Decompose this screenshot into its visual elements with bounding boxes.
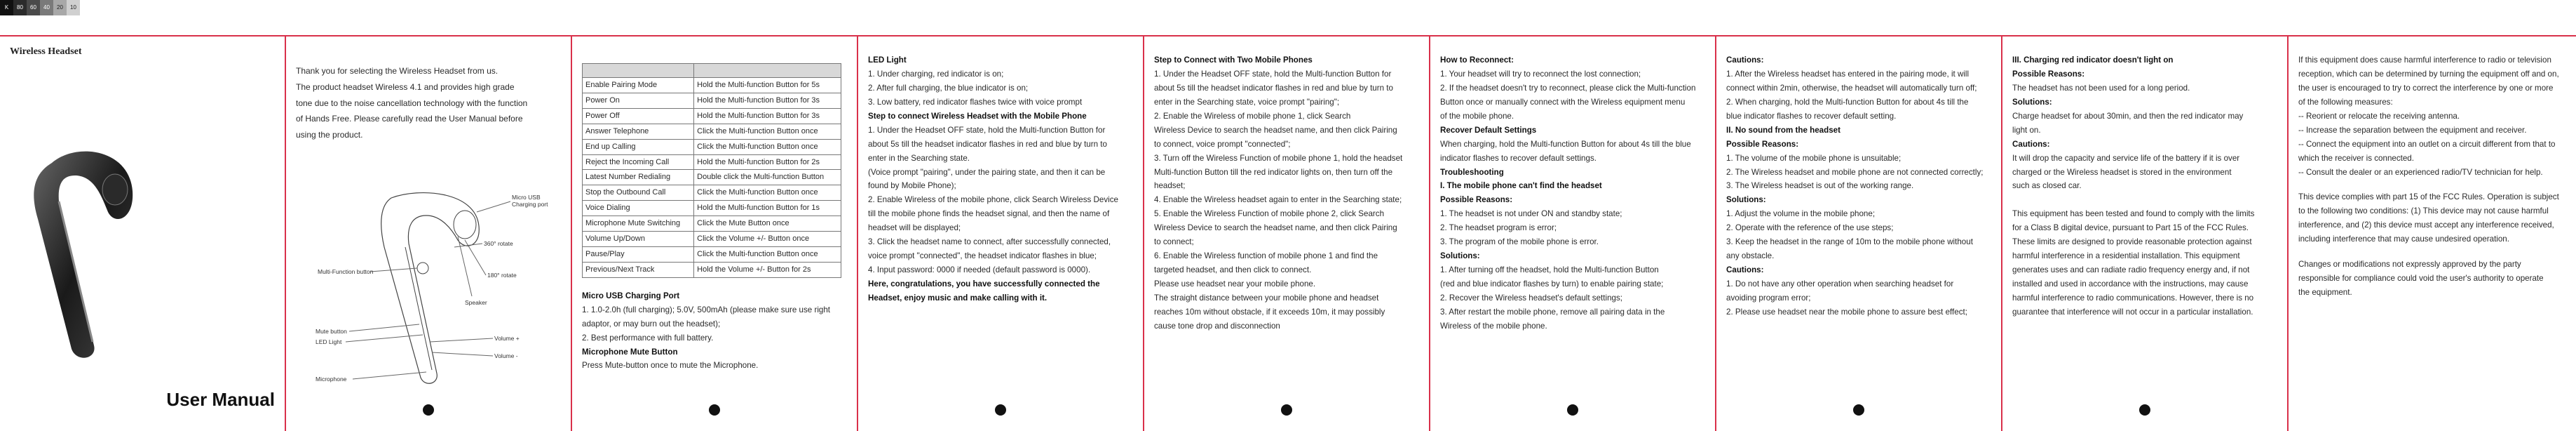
label-charging-port: Charging port [512, 201, 548, 208]
fcc-line: which the receiver is connected. [2298, 153, 2414, 163]
operation-cell: Hold the Multi-function Button for 3s [694, 108, 841, 124]
color-swatch: 10 [67, 0, 80, 15]
step-line: 1. Under the Headset OFF state, hold the Multi-function Button for [1154, 69, 1392, 79]
function-cell: Reject the Incoming Call [583, 154, 694, 170]
caution-line: charged or the Wireless headset is stored in the environment [2012, 167, 2232, 177]
two-phones-steps [1154, 67, 1419, 333]
table-row [583, 201, 841, 216]
operations-table [582, 63, 841, 278]
function-cell: Volume Up/Down [583, 232, 694, 247]
page-dot [709, 404, 720, 416]
fcc-line: Changes or modifications not expressly approved by the party [2298, 260, 2521, 270]
color-swatches [0, 0, 80, 15]
reason-line: 1. The headset is not under ON and standby state; [1440, 209, 1622, 219]
solutions-title: Solutions: [1726, 195, 1766, 205]
connect-line: about 5s till the headset indicator flashes in red and blue by turn to [868, 139, 1107, 149]
page-dot [2139, 404, 2150, 416]
reasons-title: Possible Reasons: [1440, 195, 1513, 205]
function-cell: End up Calling [583, 139, 694, 154]
mute-line: Press Mute-button once to mute the Microphone. [582, 361, 759, 371]
panel-charging-fcc [2002, 37, 2289, 431]
function-cell: Microphone Mute Switching [583, 216, 694, 232]
recover-line: indicator flashes to recover default settings. [1440, 153, 1597, 163]
operation-cell: Hold the Multi-function Button for 3s [694, 93, 841, 108]
recover-title: Recover Default Settings [1440, 125, 1537, 135]
issue-1-title: I. The mobile phone can't find the headset [1440, 181, 1602, 191]
step-line: Wireless Device to search the headset name, and then click Pairing [1154, 223, 1397, 233]
usb-line: 1. 1.0-2.0h (full charging); 5.0V, 500mAh (please make sure use right [582, 305, 831, 314]
step-line: targeted headset, and then click to connect. [1154, 265, 1312, 275]
reason-line: 2. The headset program is error; [1440, 223, 1557, 233]
cover-manual-label: User Manual [166, 389, 275, 411]
table-row [583, 139, 841, 154]
caution-line: 2. When charging, hold the Multi-function Button for about 4s till the [1726, 97, 1969, 107]
solution-line: 1. After turning off the headset, hold the Multi-function Button [1440, 265, 1659, 275]
operation-cell: Click the Multi-function Button once [694, 139, 841, 154]
caution-line: 1. After the Wireless headset has entered in the pairing mode, it will [1726, 69, 1970, 79]
function-cell: Voice Dialing [583, 201, 694, 216]
step-line: Please use headset near your mobile phone. [1154, 279, 1316, 289]
connect-line: till the mobile phone finds the headset signal, and then the name of [868, 209, 1110, 219]
solution-line: any obstacle. [1726, 251, 1775, 261]
usb-title: Micro USB Charging Port [582, 291, 680, 300]
solution-line: 3. Keep the headset in the range of 10m to the mobile phone without [1726, 237, 1973, 247]
cautions-2-title: Cautions: [1726, 265, 1764, 275]
operation-cell: Click the Multi-function Button once [694, 185, 841, 201]
connect-line: enter in the Searching state. [868, 153, 970, 163]
fcc-line: This equipment has been tested and found to comply with the limits [2012, 209, 2255, 219]
label-micro-usb: Micro USB [512, 194, 541, 201]
label-rotate-360: 360° rotate [484, 240, 513, 247]
intro-line: Thank you for selecting the Wireless Headset from us. [296, 66, 499, 76]
step-line: headset; [1154, 181, 1186, 191]
solution-line: (red and blue indicator flashes by turn) to enable pairing state; [1440, 279, 1664, 289]
label-mute-button: Mute button [316, 328, 347, 335]
caution-line: connect within 2min, otherwise, the headset will automatically turn off; [1726, 83, 1977, 93]
table-row [583, 108, 841, 124]
table-row [583, 262, 841, 277]
label-microphone: Microphone [316, 376, 347, 383]
headset-diagram [314, 184, 553, 394]
step-line: 2. Enable the Wireless of mobile phone 1, click Search [1154, 111, 1351, 121]
step-line: 3. Turn off the Wireless Function of mobile phone 1, hold the headset [1154, 153, 1403, 163]
panel-no-sound [1716, 37, 2002, 431]
page-dot [1567, 404, 1578, 416]
connect-line: voice prompt "connected", the headset indicator flashes in blue; [868, 251, 1097, 261]
function-cell: Pause/Play [583, 246, 694, 262]
caution-line: 1. Do not have any other operation when searching headset for [1726, 279, 1954, 289]
caution-line: blue indicator flashes to recover default setting. [1726, 111, 1897, 121]
label-mf-button: Multi-Function button [318, 268, 374, 275]
table-row [583, 185, 841, 201]
operation-cell: Hold the Volume +/- Button for 2s [694, 262, 841, 277]
step-line: to connect, voice prompt "connected"; [1154, 139, 1291, 149]
fcc-line: If this equipment does cause harmful interference to radio or television [2298, 55, 2551, 65]
recover-line: When charging, hold the Multi-function Button for about 4s till the blue [1440, 139, 1691, 149]
page-dot [1281, 404, 1292, 416]
fcc-line: including interference that may cause undesired operation. [2298, 234, 2509, 244]
table-row [583, 124, 841, 139]
function-cell: Previous/Next Track [583, 262, 694, 277]
table-header-row [583, 64, 841, 78]
fcc-line: generates uses and can radiate radio frequency energy and, if not [2012, 265, 2250, 275]
fcc-line: -- Connect the equipment into an outlet on a circuit different from that to [2298, 139, 2556, 149]
label-volume-up: Volume + [494, 335, 520, 342]
intro-line: The product headset Wireless 4.1 and provides high grade [296, 81, 515, 92]
fcc-line: to the following two conditions: (1) This device may not cause harmful [2298, 206, 2549, 216]
fcc-part15-text [2298, 190, 2566, 246]
step-line: Wireless Device to search the headset name, and then click Pairing [1154, 125, 1397, 135]
table-row [583, 216, 841, 232]
table-row [583, 170, 841, 185]
reason-line: 3. The Wireless headset is out of the working range. [1726, 181, 1914, 191]
solutions-title: Solutions: [1440, 251, 1480, 261]
operation-cell: Click the Mute Button once [694, 216, 841, 232]
reason-line: The headset has not been used for a long period. [2012, 83, 2190, 93]
color-swatch: 80 [13, 0, 27, 15]
solution-line: 3. After restart the mobile phone, remove all pairing data in the [1440, 307, 1665, 317]
led-title: LED Light [868, 55, 907, 65]
operation-cell: Click the Volume +/- Button once [694, 232, 841, 247]
table-header-cell [583, 64, 694, 78]
fcc-line: for a Class B digital device, pursuant to Part 15 of the FCC Rules. [2012, 223, 2249, 233]
step-line: to connect; [1154, 237, 1194, 247]
connect-line: 2. Enable Wireless of the mobile phone, click Search Wireless Device [868, 195, 1118, 205]
cover-title: Wireless Headset [10, 46, 82, 57]
fcc-line: harmful interference in a residential installation. This equipment [2012, 251, 2240, 261]
intro-text [296, 53, 561, 143]
function-cell: Latest Number Redialing [583, 170, 694, 185]
solution-line: 2. Operate with the reference of the use steps; [1726, 223, 1894, 233]
caution-line: avoiding program error; [1726, 293, 1811, 303]
operation-cell: Hold the Multi-function Button for 5s [694, 78, 841, 93]
cautions-title: Cautions: [2012, 139, 2050, 149]
fcc-line: This device complies with part 15 of the FCC Rules. Operation is subject [2298, 192, 2559, 202]
function-cell: Stop the Outbound Call [583, 185, 694, 201]
fcc-line: the user is encouraged to try to correct the interference by one or more [2298, 83, 2554, 93]
reconnect-line: 1. Your headset will try to reconnect the lost connection; [1440, 69, 1641, 79]
color-swatch: 20 [53, 0, 67, 15]
operation-cell: Double click the Multi-function Button [694, 170, 841, 185]
reconnect-line: 2. If the headset doesn't try to reconnect, please click the Multi-function [1440, 83, 1696, 93]
caution-line: such as closed car. [2012, 181, 2082, 191]
issue-2-title: II. No sound from the headset [1726, 125, 1841, 135]
caution-line: It will drop the capacity and service life of the battery if it is over [2012, 153, 2240, 163]
caution-line: 2. Please use headset near the mobile phone to assure best effect; [1726, 307, 1967, 317]
issue-3-title: III. Charging red indicator doesn't light on [2012, 55, 2174, 65]
reasons-title: Possible Reasons: [1726, 139, 1799, 149]
fcc-interference-text [2298, 53, 2566, 179]
mute-title: Microphone Mute Button [582, 347, 678, 357]
cautions-title: Cautions: [1726, 55, 1764, 65]
operation-cell: Click the Multi-function Button once [694, 246, 841, 262]
function-cell: Power Off [583, 108, 694, 124]
solution-line: light on. [2012, 125, 2041, 135]
connect-line: 3. Click the headset name to connect, after successfully connected, [868, 237, 1111, 247]
step-line: enter in the Searching state, voice prompt "pairing"; [1154, 97, 1340, 107]
connect-title: Step to connect Wireless Headset with the Mobile Phone [868, 111, 1087, 121]
fcc-line: reception, which can be determined by turning the equipment off and on, [2298, 69, 2559, 79]
operation-cell: Hold the Multi-function Button for 1s [694, 201, 841, 216]
label-led-light: LED Light [316, 338, 342, 345]
step-line: Multi-function Button till the red indicator lights on, then turn off the [1154, 167, 1393, 177]
panel-reconnect [1430, 37, 1716, 431]
fcc-line: the equipment. [2298, 288, 2352, 298]
solution-line: 1. Adjust the volume in the mobile phone; [1726, 209, 1876, 219]
reconnect-title: How to Reconnect: [1440, 55, 1514, 65]
table-row [583, 246, 841, 262]
troubleshooting-title: Troubleshooting [1440, 167, 1504, 177]
step-line: The straight distance between your mobile phone and headset [1154, 293, 1379, 303]
fcc-line: harmful interference to radio communications. However, there is no [2012, 293, 2254, 303]
operations-table-body [583, 78, 841, 278]
intro-line: of Hands Free. Please carefully read the User Manual before [296, 114, 523, 124]
reconnect-line: Button once or manually connect with the Wireless equipment menu [1440, 97, 1686, 107]
step-line: 4. Enable the Wireless headset again to enter in the Searching state; [1154, 195, 1402, 205]
panel-intro [286, 37, 572, 431]
step-line: 6. Enable the Wireless function of mobile phone 1 and find the [1154, 251, 1378, 261]
page-dot [995, 404, 1006, 416]
fcc-line: responsible for compliance could void the user's authority to operate [2298, 274, 2544, 284]
enjoy-text: Here, congratulations, you have successfully connected the Headset, enjoy music and make calling with it. [868, 279, 1100, 303]
fcc-changes-text [2298, 258, 2566, 300]
connect-line: headset will be displayed; [868, 223, 961, 233]
fcc-line: installed and used in accordance with the instructions, may cause [2012, 279, 2249, 289]
solution-line: Wireless of the mobile phone. [1440, 321, 1547, 331]
reason-line: 3. The program of the mobile phone is error. [1440, 237, 1599, 247]
usb-line: adaptor, or may burn out the headset); [582, 319, 721, 329]
intro-line: tone due to the noise cancellation technology with the function [296, 98, 528, 108]
step-line: reaches 10m without obstacle, if it exceeds 10m, it may possibly [1154, 307, 1385, 317]
headset-image [10, 135, 150, 366]
led-line: 2. After full charging, the blue indicator is on; [868, 83, 1029, 93]
color-swatch: 60 [27, 0, 40, 15]
solution-line: 2. Recover the Wireless headset's default settings; [1440, 293, 1622, 303]
fcc-line: -- Consult the dealer or an experienced radio/TV technician for help. [2298, 167, 2543, 177]
fcc-line: -- Reorient or relocate the receiving antenna. [2298, 111, 2460, 121]
table-row [583, 78, 841, 93]
fcc-line: -- Increase the separation between the equipment and receiver. [2298, 125, 2527, 135]
function-cell: Power On [583, 93, 694, 108]
table-header-cell [694, 64, 841, 78]
connect-line: 1. Under the Headset OFF state, hold the Multi-function Button for [868, 125, 1106, 135]
operation-cell: Click the Multi-function Button once [694, 124, 841, 139]
label-volume-down: Volume - [494, 352, 518, 359]
panel-operations [572, 37, 858, 431]
fcc-line: These limits are designed to provide reasonable protection against [2012, 237, 2252, 247]
connect-line: found by Mobile Phone); [868, 181, 956, 191]
fcc-line: guarantee that interference will not occur in a particular installation. [2012, 307, 2253, 317]
led-line: 1. Under charging, red indicator is on; [868, 69, 1004, 79]
intro-line: using the product. [296, 130, 363, 140]
solutions-title: Solutions: [2012, 97, 2052, 107]
led-line: 3. Low battery, red indicator flashes twice with voice prompt [868, 97, 1083, 107]
function-cell: Enable Pairing Mode [583, 78, 694, 93]
fcc-line: of the following measures: [2298, 97, 2393, 107]
reasons-title: Possible Reasons: [2012, 69, 2085, 79]
page-dot [1853, 404, 1864, 416]
panel-fcc-notice [2289, 37, 2576, 431]
color-swatch: 40 [40, 0, 53, 15]
table-row [583, 232, 841, 247]
step-line: 5. Enable the Wireless Function of mobile phone 2, click Search [1154, 209, 1385, 219]
function-cell: Answer Telephone [583, 124, 694, 139]
fcc-statement [2012, 207, 2277, 319]
fcc-line: interference, and (2) this device must accept any interference received, [2298, 220, 2554, 230]
panel-cover [0, 37, 286, 431]
solution-line: Charge headset for about 30min, and then the red indicator may [2012, 111, 2244, 121]
operation-cell: Hold the Multi-function Button for 2s [694, 154, 841, 170]
page-dot [423, 404, 434, 416]
step-line: about 5s till the headset indicator flashes in red and blue by turn to [1154, 83, 1393, 93]
label-speaker: Speaker [465, 299, 487, 306]
panel-led-connect [858, 37, 1144, 431]
reason-line: 1. The volume of the mobile phone is unsuitable; [1726, 153, 1902, 163]
table-row [583, 93, 841, 108]
reconnect-line: of the mobile phone. [1440, 111, 1514, 121]
step-line: cause tone drop and disconnection [1154, 321, 1280, 331]
connect-line: 4. Input password: 0000 if needed (default password is 0000). [868, 265, 1091, 275]
usb-line: 2. Best performance with full battery. [582, 333, 714, 343]
color-swatch: K [0, 0, 13, 15]
table-row [583, 154, 841, 170]
reason-line: 2. The Wireless headset and mobile phone are not connected correctly; [1726, 167, 1984, 177]
two-phones-title: Step to Connect with Two Mobile Phones [1154, 55, 1313, 65]
connect-line: (Voice prompt "pairing", under the pairing state, and then it can be [868, 167, 1106, 177]
label-rotate-180: 180° rotate [487, 272, 517, 279]
panel-two-phones [1144, 37, 1430, 431]
